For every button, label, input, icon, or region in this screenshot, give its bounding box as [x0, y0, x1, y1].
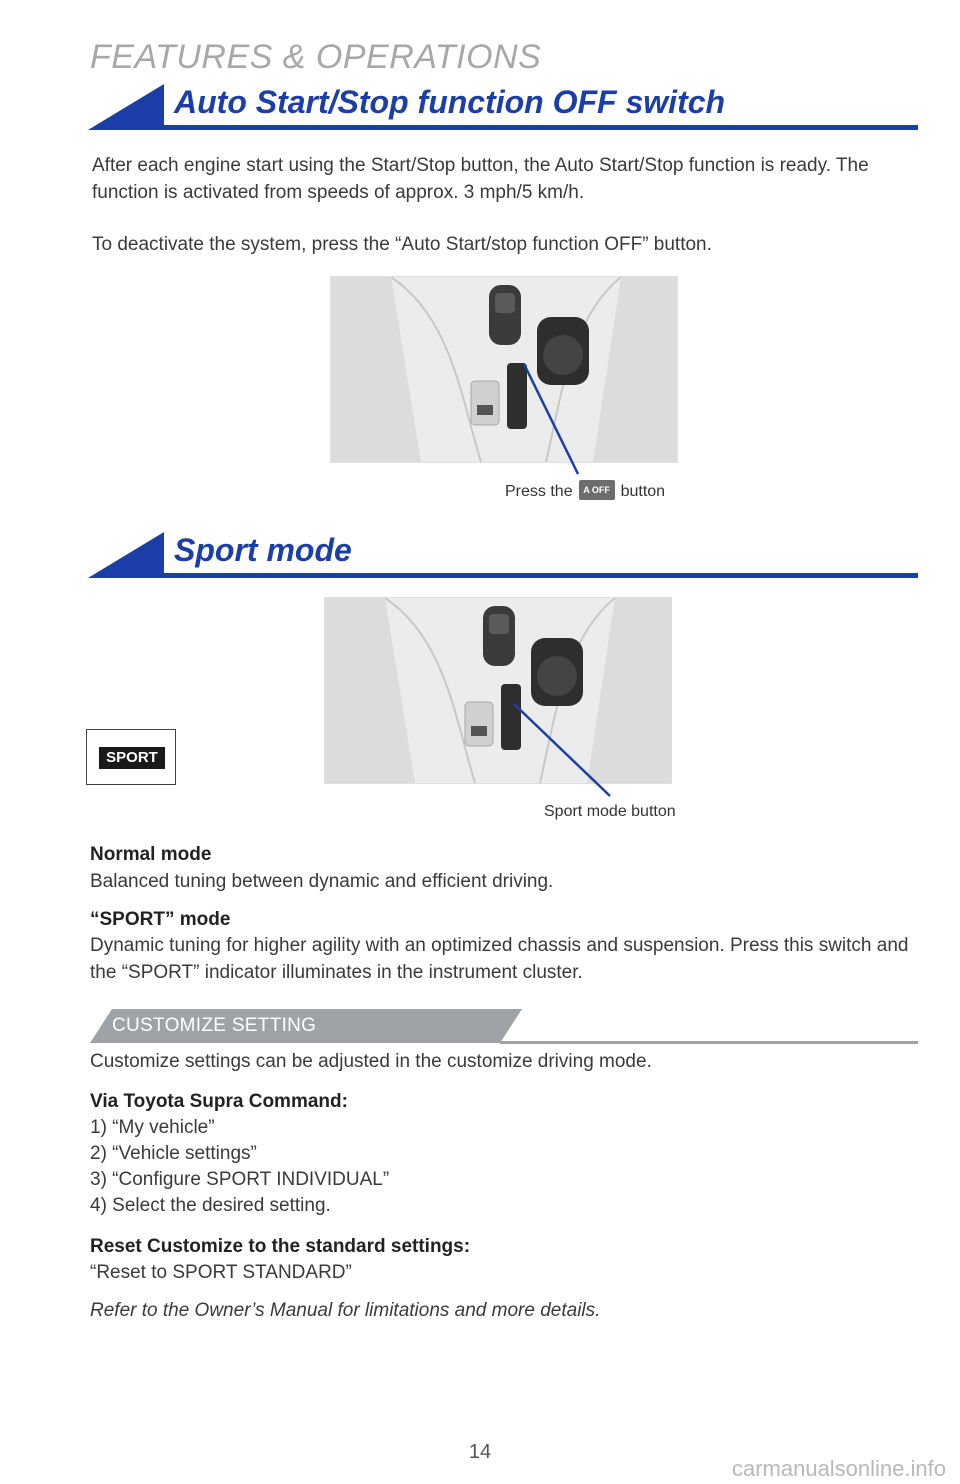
normal-mode-heading: Normal mode: [90, 844, 212, 865]
callout-line-sport: [510, 700, 614, 800]
console-photo-sport: [324, 597, 672, 784]
auto-stop-off-icon: A OFF: [579, 480, 615, 500]
section-header: FEATURES & OPERATIONS: [90, 38, 542, 76]
sport-title: Sport mode: [174, 532, 352, 568]
owners-manual-note: Refer to the Owner’s Manual for limitations and more details.: [90, 1300, 601, 1321]
step-2: 2) “Vehicle settings”: [90, 1143, 257, 1164]
normal-mode-text: Balanced tuning between dynamic and efficient driving.: [90, 871, 554, 892]
title-wedge: [88, 532, 164, 578]
title-rule: [148, 573, 918, 578]
console-illustration: [331, 277, 677, 462]
auto-stop-title: Auto Start/Stop function OFF switch: [174, 84, 726, 120]
reset-text: “Reset to SPORT STANDARD”: [90, 1262, 352, 1283]
sport-indicator: SPORT: [99, 747, 165, 769]
via-heading: Via Toyota Supra Command:: [90, 1091, 348, 1112]
title-rule: [148, 125, 918, 130]
sport-indicator-box: [86, 729, 176, 785]
reset-heading: Reset Customize to the standard settings:: [90, 1236, 471, 1257]
auto-stop-para-1: After each engine start using the Start/Stop button, the Auto Start/Stop function is ready. The function is activated from speeds of approx. 3 mph/5 km/h.: [92, 155, 869, 203]
caption-suffix: button: [620, 483, 666, 501]
sport-mode-text: Dynamic tuning for higher agility with an optimized chassis and suspension. Press this switch and the “SPORT” indicator illuminates in the instrument cluster.: [90, 935, 909, 983]
console-photo-auto-stop: [330, 276, 678, 463]
step-1: 1) “My vehicle”: [90, 1117, 215, 1138]
sport-mode-heading: “SPORT” mode: [90, 909, 231, 930]
customize-setting-tab: [90, 1009, 918, 1045]
watermark: carmanualsonline.info: [731, 1456, 946, 1481]
page-number: 14: [468, 1441, 492, 1463]
customize-intro: Customize settings can be adjusted in the customize driving mode.: [90, 1051, 652, 1072]
console-illustration: [325, 598, 671, 783]
step-3: 3) “Configure SPORT INDIVIDUAL”: [90, 1169, 390, 1190]
title-bar-auto-stop: [88, 84, 918, 130]
title-wedge: [88, 84, 164, 130]
caption-prefix: Press the: [505, 483, 573, 501]
tab-rule: [500, 1041, 918, 1044]
sport-caption: Sport mode button: [544, 803, 676, 820]
callout-line-auto-stop: [520, 360, 590, 478]
step-4: 4) Select the desired setting.: [90, 1195, 331, 1216]
auto-stop-caption: [505, 482, 665, 502]
customize-tab-label: CUSTOMIZE SETTING: [112, 1015, 317, 1036]
auto-stop-para-2: To deactivate the system, press the “Auto Start/stop function OFF” button.: [92, 234, 712, 255]
title-bar-sport: [88, 532, 918, 578]
